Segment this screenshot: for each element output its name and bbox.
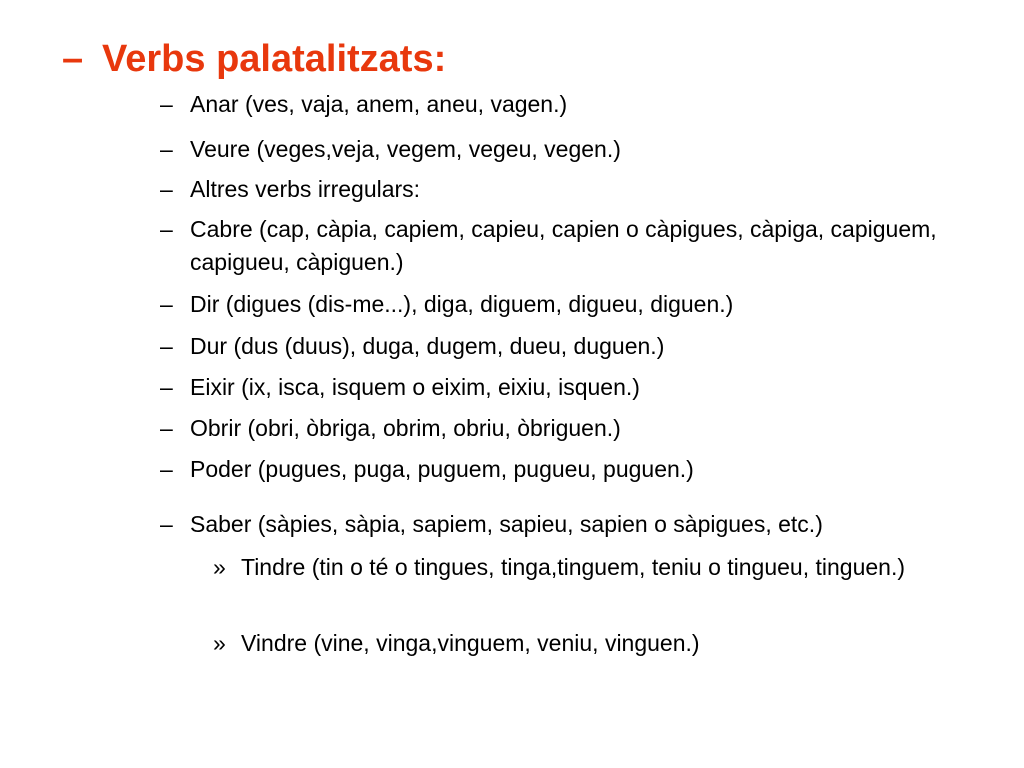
- list-item-text: Veure (veges,veja, vegem, vegeu, vegen.): [190, 136, 621, 162]
- dash-marker: –: [160, 176, 173, 202]
- list-item-text: Poder (pugues, puga, puguem, pugueu, puguen.): [190, 456, 694, 482]
- dash-marker: –: [160, 91, 173, 117]
- list-item-text: Anar (ves, vaja, anem, aneu, vagen.): [190, 91, 568, 117]
- list-item-cabre: [160, 213, 990, 279]
- list-item-poder: [160, 453, 990, 486]
- sub-item-text: Vindre (vine, vinga,vinguem, veniu, vinguen.): [241, 630, 700, 656]
- list-item-text: Dir (digues (dis-me...), diga, diguem, digueu, diguen.): [190, 291, 734, 317]
- sub-item-tindre: [213, 551, 983, 584]
- list-item-anar: [160, 88, 990, 121]
- chevron-bullet-marker: »: [213, 554, 226, 580]
- heading-title: Verbs palatalitzats:: [102, 38, 447, 80]
- list-item-text: Saber (sàpies, sàpia, sapiem, sapieu, sapien o sàpigues, etc.): [190, 511, 823, 537]
- dash-marker: –: [160, 291, 173, 317]
- list-item-text: Altres verbs irregulars:: [190, 176, 421, 202]
- dash-marker: –: [160, 136, 173, 162]
- list-item-obrir: [160, 412, 990, 445]
- list-item-eixir: [160, 371, 990, 404]
- chevron-bullet-marker: »: [213, 630, 226, 656]
- list-item-saber: [160, 508, 990, 541]
- list-item-altres: [160, 173, 990, 206]
- dash-marker: –: [160, 374, 173, 400]
- dash-marker: –: [160, 216, 173, 242]
- list-item-veure: [160, 133, 990, 166]
- dash-marker: –: [160, 456, 173, 482]
- list-item-text: Cabre (cap, càpia, capiem, capieu, capien o càpigues, càpiga, capiguem, capigueu, càpiguen.): [190, 216, 937, 275]
- dash-marker: –: [160, 333, 173, 359]
- list-item-text: Dur (dus (duus), duga, dugem, dueu, duguen.): [190, 333, 665, 359]
- heading-dash-marker: –: [62, 38, 84, 80]
- list-item-dur: [160, 330, 990, 363]
- slide-heading: [62, 36, 446, 82]
- list-item-text: Obrir (obri, òbriga, obrim, obriu, òbriguen.): [190, 415, 621, 441]
- sub-item-vindre: [213, 627, 983, 660]
- list-item-text: Eixir (ix, isca, isquem o eixim, eixiu, isquen.): [190, 374, 640, 400]
- dash-marker: –: [160, 415, 173, 441]
- dash-marker: –: [160, 511, 173, 537]
- sub-item-text: Tindre (tin o té o tingues, tinga,tinguem, teniu o tingueu, tinguen.): [241, 554, 906, 580]
- list-item-dir: [160, 288, 990, 321]
